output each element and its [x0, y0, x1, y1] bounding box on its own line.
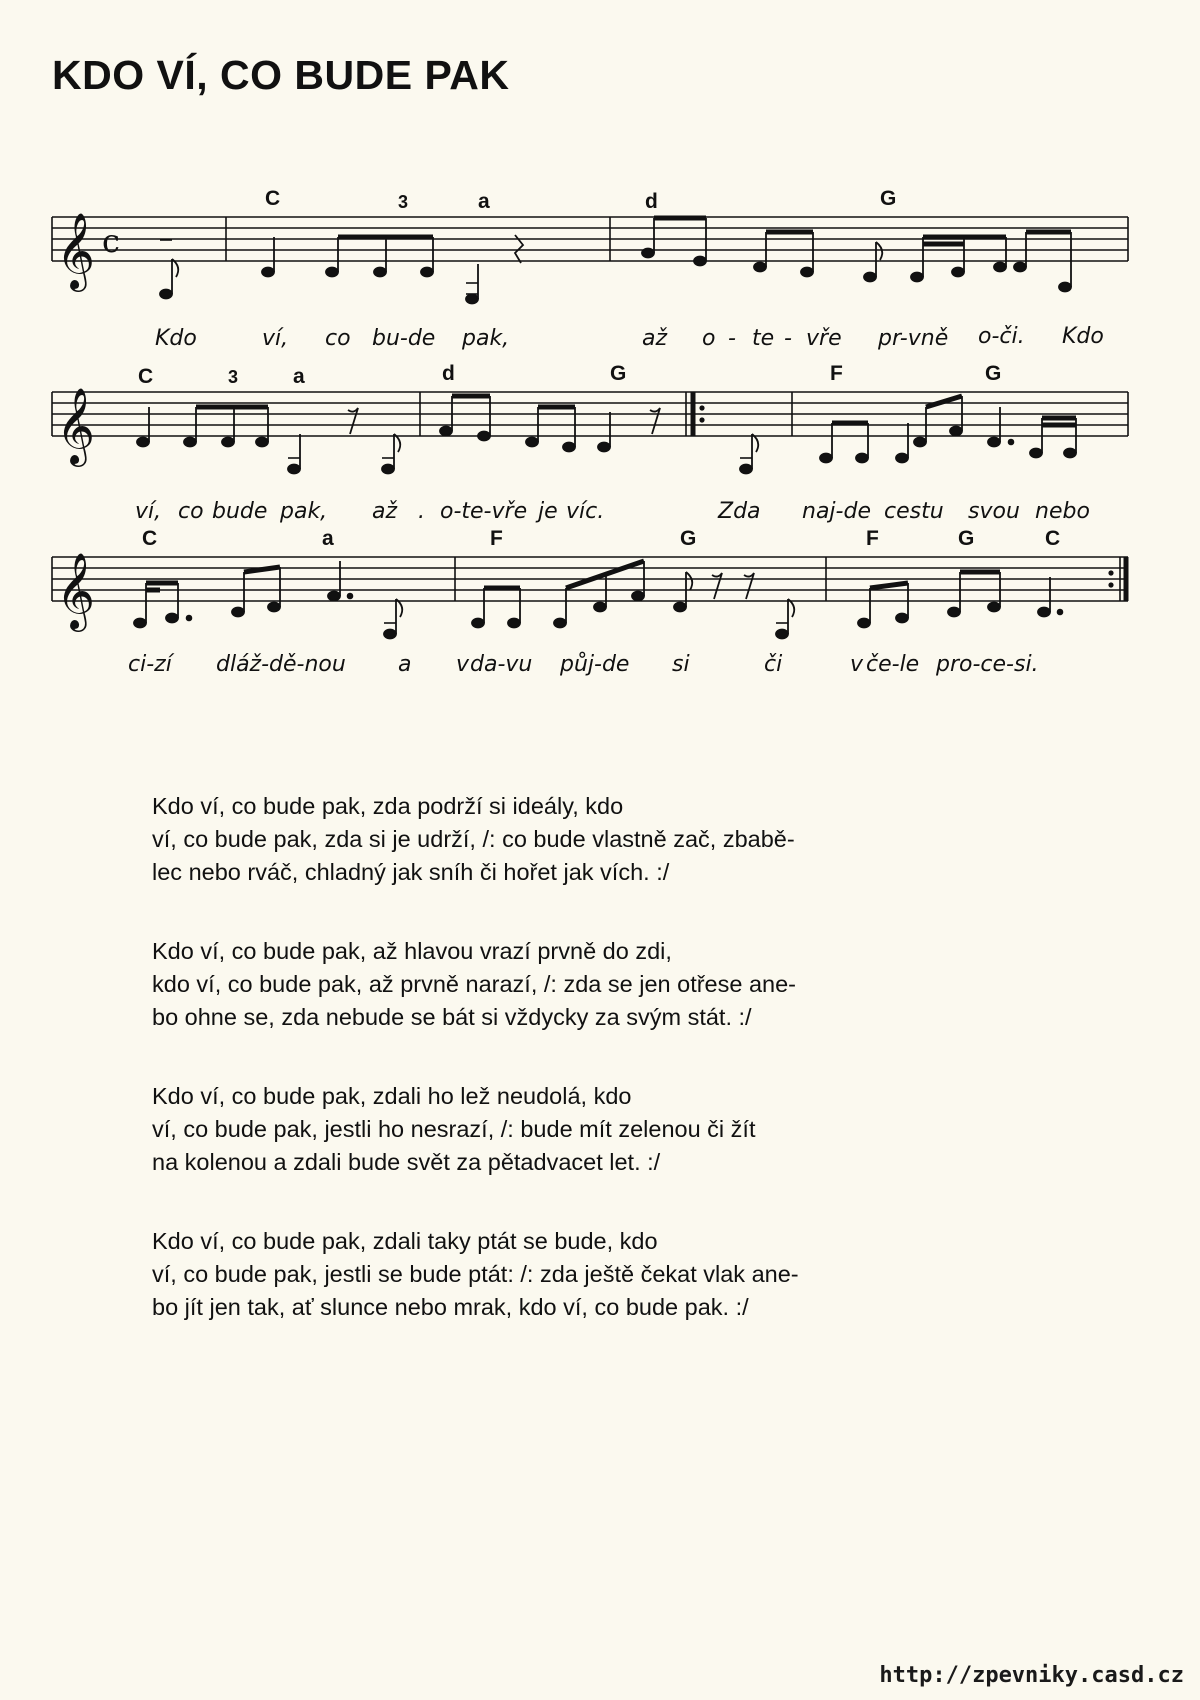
song-title: KDO VÍ, CO BUDE PAK: [52, 52, 510, 98]
triplet-mark: 3: [398, 192, 409, 212]
lyric: půj-de: [560, 652, 630, 677]
verse-line: kdo ví, co bude pak, až prvně narazí, /: zda se jen otřese ane-: [152, 971, 797, 997]
lyric: vře: [806, 326, 842, 351]
lyric: bu-de: [372, 326, 436, 351]
treble-clef-icon: 𝄞: [56, 212, 96, 289]
music-system-1: [0, 187, 1200, 355]
chord: C: [265, 187, 281, 210]
time-signature-common: c: [102, 222, 120, 260]
verses: [152, 790, 1052, 1370]
chord: G: [958, 527, 975, 550]
lyric: o-či.: [978, 324, 1025, 349]
chord: d: [645, 190, 658, 213]
music-system-3: [0, 527, 1200, 695]
chord: a: [293, 365, 305, 388]
chord: C: [142, 527, 158, 550]
chord: G: [610, 362, 627, 385]
verse-line: ví, co bude pak, jestli ho nesrazí, /: bude mít zelenou či žít: [152, 1116, 756, 1142]
lyric: v: [850, 652, 864, 677]
lyric: nebo: [1035, 499, 1090, 524]
lyric: te: [752, 326, 775, 351]
lyric: ví,: [262, 326, 289, 351]
lyric: Kdo: [1062, 324, 1104, 349]
lyric: pak,: [462, 326, 510, 351]
lyric: či: [764, 652, 783, 677]
chord: a: [322, 527, 334, 550]
lyric: pak,: [280, 499, 328, 524]
lyric: Zda: [718, 499, 761, 524]
verse-line: Kdo ví, co bude pak, zdali taky ptát se bude, kdo: [152, 1228, 658, 1254]
chord: C: [138, 365, 154, 388]
verse-line: Kdo ví, co bude pak, zda podrží si ideály, kdo: [152, 793, 624, 819]
verse-1: [152, 790, 1052, 889]
treble-clef-icon: 𝄞: [56, 552, 96, 629]
verse-line: ví, co bude pak, jestli se bude ptát: /: zda ještě čekat vlak ane-: [152, 1261, 799, 1287]
lyric: je: [538, 499, 558, 524]
verse-line: ví, co bude pak, zda si je udrží, /: co bude vlastně zač, zbabě-: [152, 826, 795, 852]
verse-line: bo ohne se, zda nebude se bát si vždycky za svým stát. :/: [152, 1004, 752, 1030]
verse-3: [152, 1080, 1052, 1179]
lyric: da-vu: [470, 652, 533, 677]
lyric: co: [178, 499, 204, 524]
lyric: pr-vně: [878, 326, 949, 351]
lyric: co: [325, 326, 351, 351]
lyric: če-le: [866, 652, 920, 677]
lyric: svou: [968, 499, 1020, 524]
music-system-2: [0, 362, 1200, 530]
chord: C: [1045, 527, 1061, 550]
chord: F: [866, 527, 879, 550]
source-url: http://zpevniky.casd.cz: [879, 1663, 1184, 1688]
chord: a: [478, 190, 490, 213]
lyric: -: [728, 326, 736, 351]
lyric: ci-zí: [128, 652, 172, 677]
lyric: si: [672, 652, 690, 677]
lyric: naj-de: [802, 499, 871, 524]
lyric: -: [784, 326, 792, 351]
verse-line: bo jít jen tak, ať slunce nebo mrak, kdo ví, co bude pak. :/: [152, 1294, 749, 1320]
triplet-mark: 3: [228, 367, 239, 387]
lyric: o: [702, 326, 716, 351]
lyric: o-te-vře: [440, 499, 528, 524]
lyric: Kdo: [155, 326, 197, 351]
lyric: a: [398, 652, 412, 677]
verse-2: [152, 935, 1052, 1034]
chord: F: [490, 527, 503, 550]
verse-line: lec nebo rváč, chladný jak sníh či hořet jak vích. :/: [152, 859, 670, 885]
verse-line: Kdo ví, co bude pak, zdali ho lež neudolá, kdo: [152, 1083, 632, 1109]
verse-line: na kolenou a zdali bude svět za pětadvacet let. :/: [152, 1149, 661, 1175]
chord: G: [880, 187, 897, 210]
treble-clef-icon: 𝄞: [56, 387, 96, 464]
chord: d: [442, 362, 455, 385]
chord: F: [830, 362, 843, 385]
lyric: cestu: [884, 499, 944, 524]
lyric: až: [372, 499, 398, 524]
lyric: v: [456, 652, 470, 677]
lyric: ví,: [135, 499, 162, 524]
chord: G: [680, 527, 697, 550]
lyric: víc.: [566, 499, 605, 524]
verse-4: [152, 1225, 1052, 1324]
verse-line: Kdo ví, co bude pak, až hlavou vrazí prvně do zdi,: [152, 938, 672, 964]
lyric: .: [418, 499, 425, 524]
lyric: až: [642, 326, 668, 351]
lyric: pro-ce-si.: [936, 652, 1039, 677]
lyric: dláž-dě-nou: [216, 652, 346, 677]
lyric: bude: [212, 499, 268, 524]
chord: G: [985, 362, 1002, 385]
